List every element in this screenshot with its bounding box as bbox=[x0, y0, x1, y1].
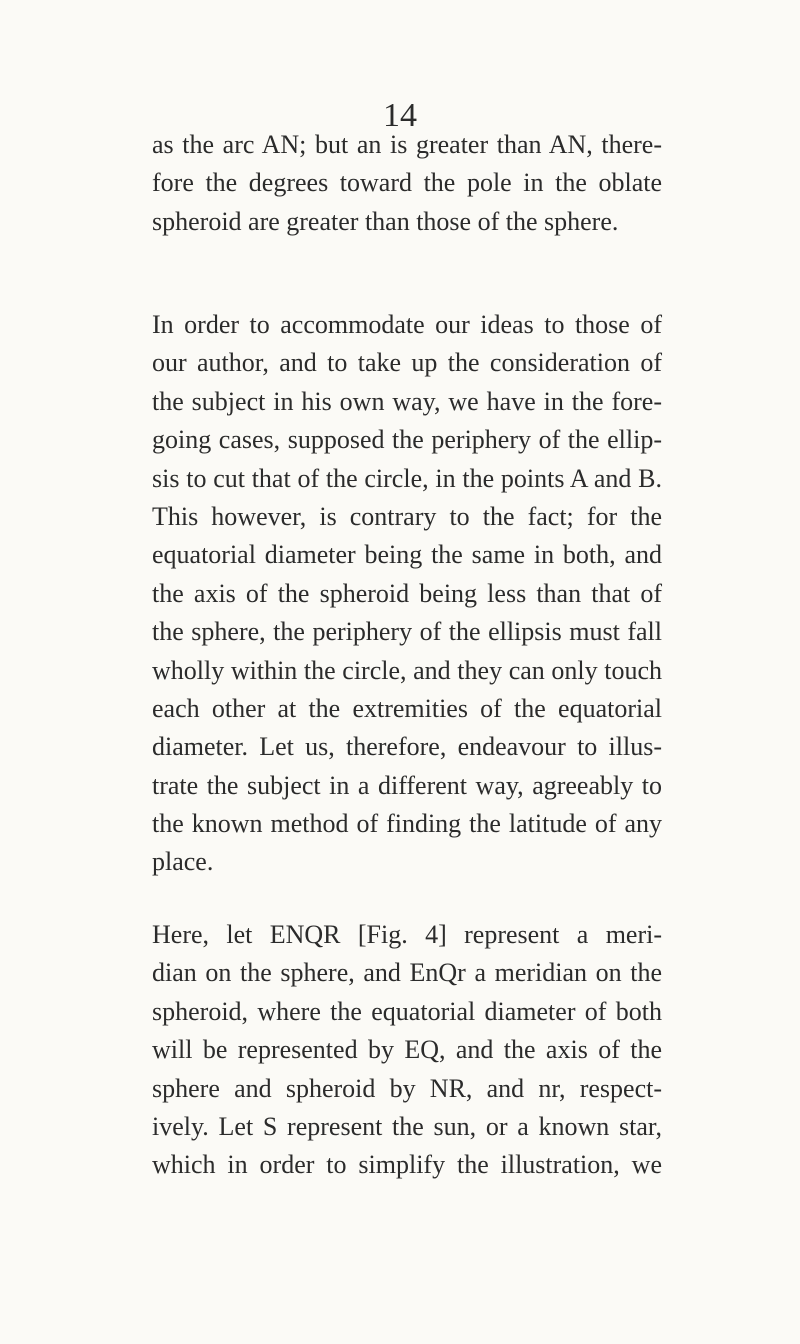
text-line: In order to accommodate our ideas to those of bbox=[152, 310, 662, 339]
text-line: equatorial diameter being the same in both, and bbox=[152, 540, 662, 570]
paragraph-1 bbox=[152, 126, 662, 241]
page-number: 14 bbox=[383, 97, 417, 134]
text-line: will be represented by EQ, and the axis of the bbox=[152, 1035, 662, 1065]
text-line: spheroid, where the equatorial diameter of both bbox=[152, 996, 662, 1026]
text-line: diameter. Let us, therefore, endeavour to illus- bbox=[152, 732, 662, 762]
text-line: ively. Let S represent the sun, or a known star, bbox=[152, 1111, 662, 1141]
text-line: sphere and spheroid by NR, and nr, respect- bbox=[152, 1073, 662, 1103]
text-line: the subject in his own way, we have in the fore- bbox=[152, 386, 662, 416]
text-line: which in order to simplify the illustration, we bbox=[152, 1150, 662, 1180]
text-line: our author, and to take up the consideration of bbox=[152, 348, 662, 378]
text-line: as the arc AN; but an is greater than AN, there- bbox=[152, 130, 662, 159]
text-line: each other at the extremities of the equatorial bbox=[152, 693, 662, 723]
text-line: the axis of the spheroid being less than that of bbox=[152, 578, 662, 608]
text-line: the known method of finding the latitude of any bbox=[152, 809, 662, 839]
text-line: spheroid are greater than those of the sphere. bbox=[152, 206, 619, 236]
text-line: Here, let ENQR [Fig. 4] represent a meri- bbox=[152, 920, 662, 949]
text-line: going cases, supposed the periphery of the ellip- bbox=[152, 425, 662, 455]
text-line: sis to cut that of the circle, in the points A and B. bbox=[152, 463, 662, 493]
text-line: This however, is contrary to the fact; for the bbox=[152, 501, 662, 531]
paragraph-3 bbox=[152, 916, 662, 1185]
text-line: dian on the sphere, and EnQr a meridian on the bbox=[152, 958, 662, 988]
text-line: fore the degrees toward the pole in the oblate bbox=[152, 168, 662, 198]
text-line: trate the subject in a different way, agreeably to bbox=[152, 770, 662, 800]
text-line: place. bbox=[152, 847, 214, 877]
text-line: the sphere, the periphery of the ellipsis must fall bbox=[152, 617, 662, 647]
text-line: wholly within the circle, and they can only touch bbox=[152, 655, 662, 685]
paragraph-2 bbox=[152, 306, 662, 882]
